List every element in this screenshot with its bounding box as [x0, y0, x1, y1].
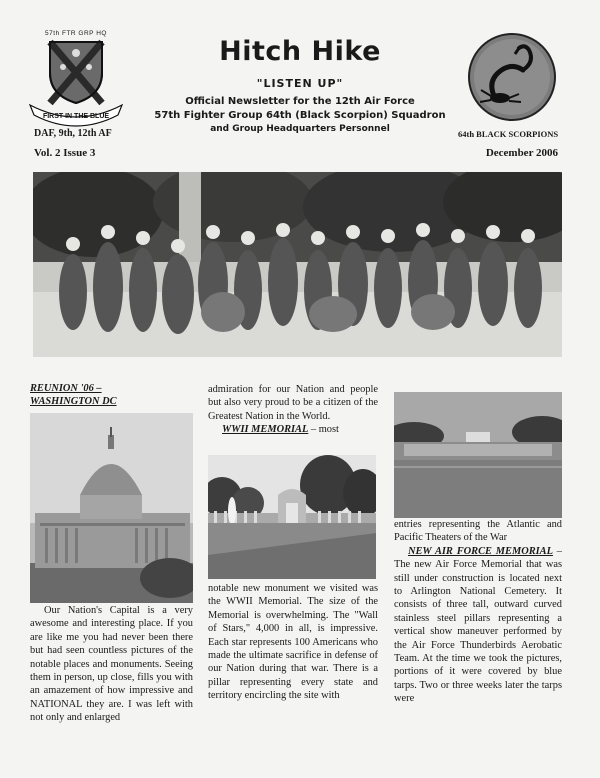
article-body-air-force: – The new Air Force Memorial that was still under construction is located next to Arlington National Cemetery. It consists of three tall, outward curved stainless steel pillars representing a vertical show maneuver performed by the Air Force Thunderbirds Aerobatic Team. At the time we took the pictures, portions of it were covered by blue tarps. Two or three weeks later the tarps were	[394, 545, 562, 705]
tagline-1: Official Newsletter for the 12th Air Force	[185, 96, 415, 107]
article-body-theaters: entries representing the Atlantic and Pacific Theaters of the War	[394, 519, 562, 544]
crest-top-text: 57th FTR GRP HQ	[45, 30, 107, 37]
air-force-memorial-photo	[394, 392, 562, 518]
wwii-memorial-photo	[208, 455, 376, 579]
article-heading-air-force: NEW AIR FORCE MEMORIAL	[408, 545, 553, 557]
newsletter-subtitle: "LISTEN UP"	[256, 77, 344, 90]
scorpion-emblem-icon	[467, 32, 557, 122]
article-heading-wwii: WWII MEMORIAL	[222, 424, 309, 436]
column-2	[208, 383, 378, 437]
group-photo	[33, 172, 562, 357]
wwii-lead-text: – most	[308, 424, 339, 436]
tagline-3: and Group Headquarters Personnel	[210, 124, 390, 134]
emblem-label: 64th BLACK SCORPIONS	[458, 129, 559, 139]
issue-date: December 2006	[485, 147, 558, 159]
article-heading-location: WASHINGTON DC	[30, 396, 117, 407]
article-body-wwii: notable new monument we visited was the WWII Memorial. The size of the Memorial is overwhelming. The "Wall of Stars," 4,000 in all, is impressive. Each star represents 100 Americans who made the ultimate sacrifice in defense of our Nation during that war. There is a pillar representing every state and territory encircling the site with	[208, 583, 378, 702]
volume-issue: Vol. 2 Issue 3	[34, 147, 96, 159]
tagline-2: 57th Fighter Group 64th (Black Scorpion) Squadron	[154, 110, 446, 121]
article-body-admiration: admiration for our Nation and people but also very proud to be a citizen of the Greatest Nation in the World.	[208, 384, 378, 422]
capitol-photo	[30, 413, 193, 603]
newsletter-title: Hitch Hike	[219, 36, 381, 67]
daf-line: DAF, 9th, 12th AF	[34, 128, 112, 139]
column-1	[30, 382, 193, 408]
crest-ribbon-text: FIRST IN THE BLUE	[42, 113, 110, 120]
article-body-reunion: Our Nation's Capital is a very awesome and interesting place. If you are like me you had never been there but had seen countless pictures of the notable places and monuments. Seeing them in person, up close, fills you with an amazement of how impressive and NATIONAL they are. I was left with not only and enlarged	[30, 605, 193, 724]
column-3	[394, 518, 562, 706]
article-heading-reunion: REUNION '06 –	[30, 383, 102, 394]
